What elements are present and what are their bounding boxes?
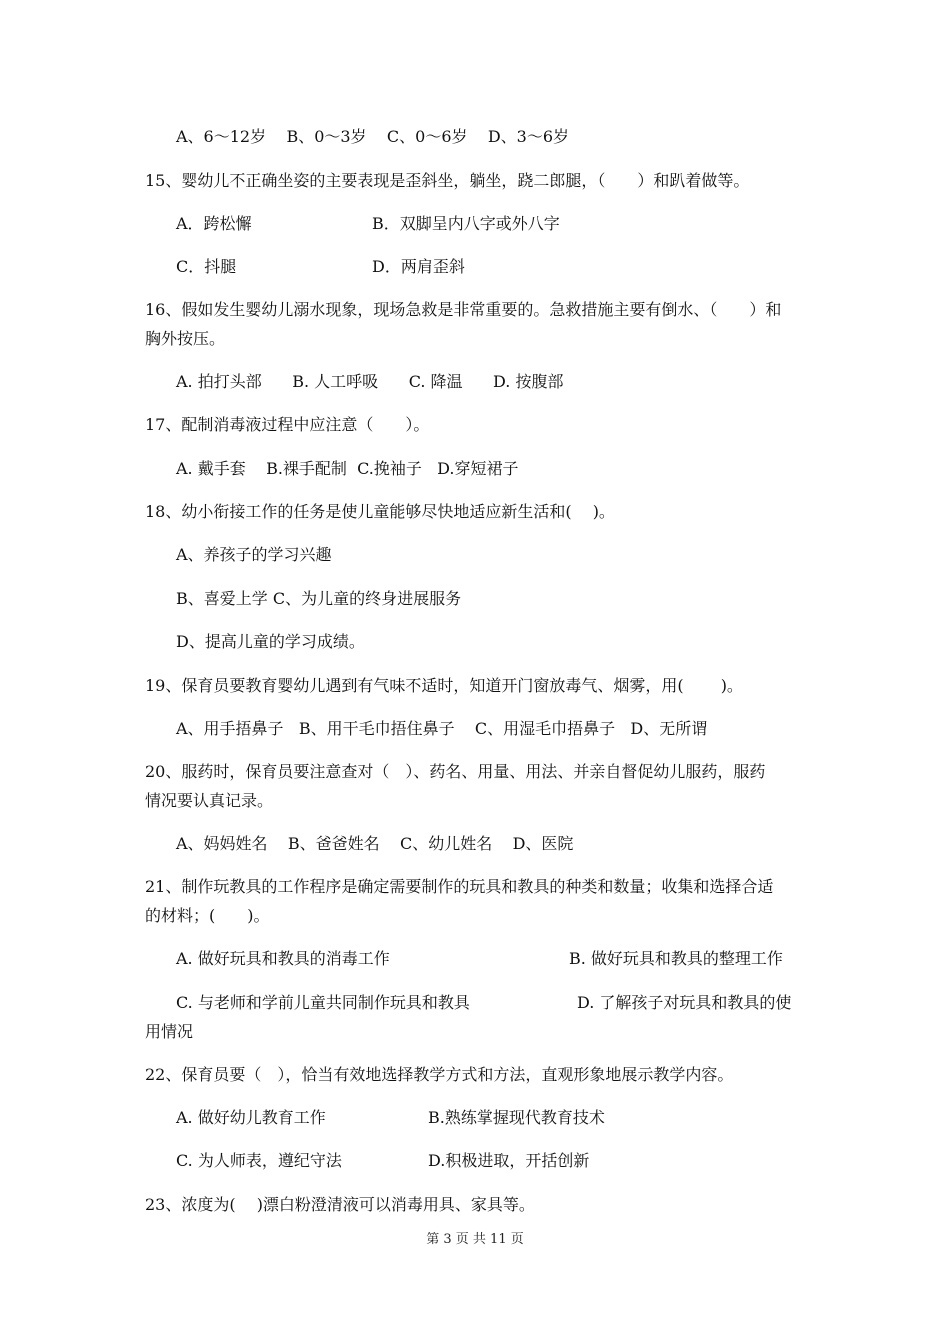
option-line: A. 做好幼儿教育工作	[176, 1108, 326, 1127]
question-16: 16、假如发生婴幼儿溺水现象，现场急救是非常重要的。急救措施主要有倒水、（ ）和	[145, 300, 782, 319]
question-21: 21、制作玩教具的工作程序是确定需要制作的玩具和教具的种类和数量；收集和选择合适	[145, 877, 774, 896]
option-line: C．抖腿	[176, 257, 237, 276]
option-line: D. 了解孩子对玩具和教具的使	[577, 993, 792, 1012]
option-line: D、提高儿童的学习成绩。	[176, 632, 365, 651]
option-line: C. 与老师和学前儿童共同制作玩具和教具	[176, 993, 470, 1012]
question-22: 22、保育员要（ ），恰当有效地选择教学方式和方法，直观形象地展示教学内容。	[145, 1065, 734, 1084]
option-line: A．跨松懈	[176, 214, 252, 233]
question-17: 17、配制消毒液过程中应注意（ ）。	[145, 415, 430, 434]
option-line: D.积极进取，开括创新	[428, 1151, 590, 1170]
option-line: C. 为人师表，遵纪守法	[176, 1151, 342, 1170]
question-20-continued: 情况要认真记录。	[145, 791, 274, 810]
option-line: A. 拍打头部 B. 人工呼吸 C. 降温 D. 按腹部	[176, 372, 564, 391]
option-continued: 用情况	[145, 1022, 194, 1041]
page-footer: 第 3 页 共 11 页	[426, 1232, 524, 1247]
question-20: 20、服药时，保育员要注意查对（ ）、药名、用量、用法、并亲自督促幼儿服药，服药	[145, 762, 766, 781]
option-line: A、养孩子的学习兴趣	[176, 545, 332, 564]
question-15: 15、婴幼儿不正确坐姿的主要表现是歪斜坐，躺坐，跷二郎腿，（ ）和趴着做等。	[145, 171, 750, 190]
option-line: A、用手捂鼻子 B、用干毛巾捂住鼻子 C、用湿毛巾捂鼻子 D、无所谓	[176, 719, 708, 738]
option-line: A. 戴手套 B.裸手配制 C.挽袖子 D.穿短裙子	[176, 459, 519, 478]
question-18: 18、幼小衔接工作的任务是使儿童能够尽快地适应新生活和( )。	[145, 502, 615, 521]
question-19: 19、保育员要教育婴幼儿遇到有气味不适时，知道开门窗放毒气、烟雾，用( )。	[145, 676, 743, 695]
option-line: B. 做好玩具和教具的整理工作	[569, 949, 783, 968]
option-line: B．双脚呈内八字或外八字	[372, 214, 560, 233]
question-16-continued: 胸外按压。	[145, 329, 226, 348]
option-line: B.熟练掌握现代教育技术	[428, 1108, 605, 1127]
option-line: D．两肩歪斜	[372, 257, 465, 276]
question-23: 23、浓度为( )漂白粉澄清液可以消毒用具、家具等。	[145, 1195, 535, 1214]
option-line: A. 做好玩具和教具的消毒工作	[176, 949, 390, 968]
question-21-continued: 的材料；( )。	[145, 906, 270, 925]
option-line: A、6～12岁 B、0～3岁 C、0～6岁 D、3～6岁	[176, 127, 570, 146]
option-line: B、喜爱上学 C、为儿童的终身进展服务	[176, 589, 462, 608]
option-line: A、妈妈姓名 B、爸爸姓名 C、幼儿姓名 D、医院	[176, 834, 574, 853]
